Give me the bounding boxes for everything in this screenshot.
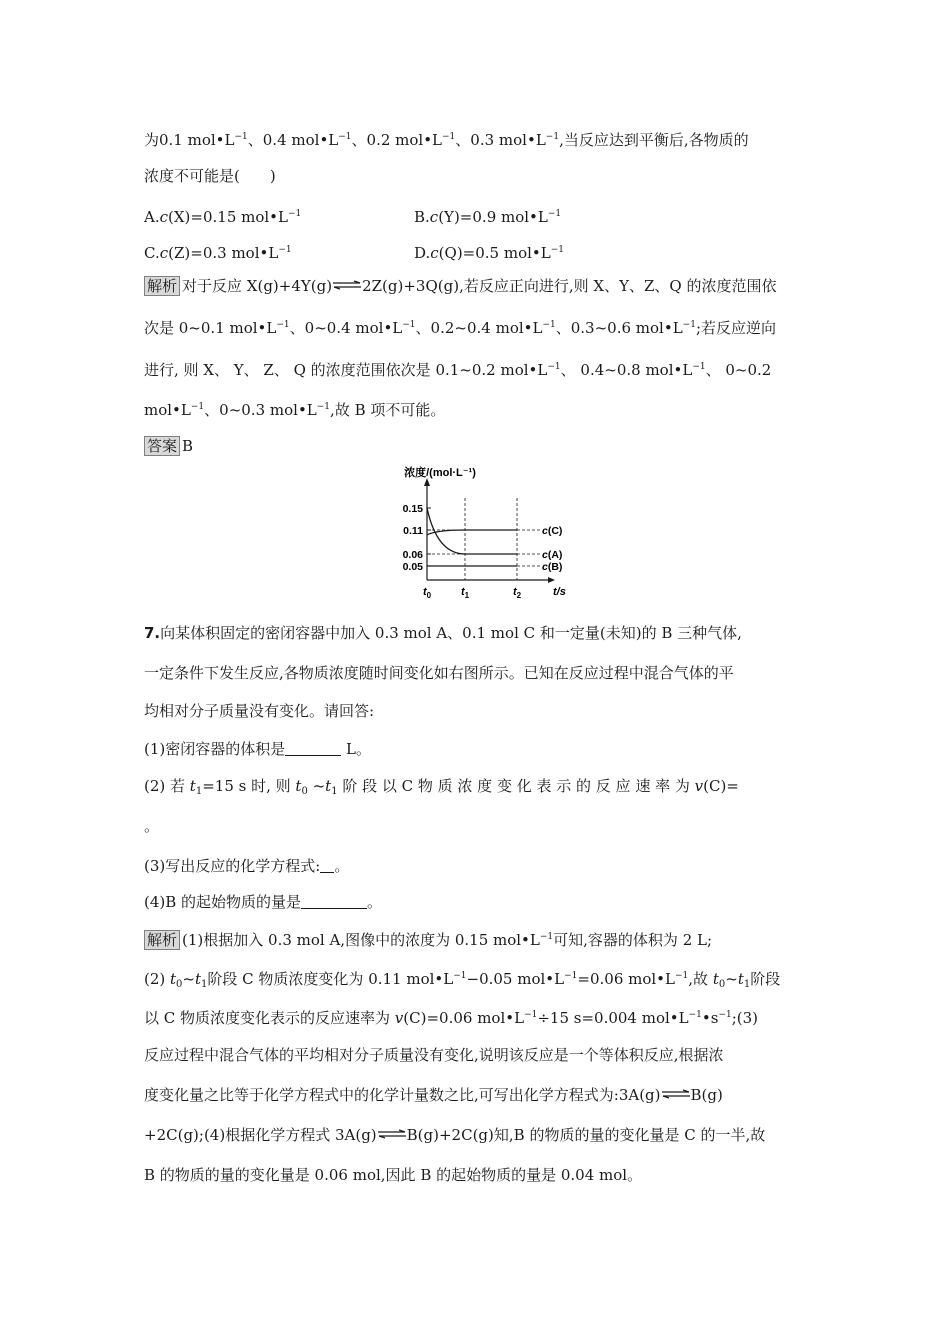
q7-analysis-line-1: 解析 (1)根据加入 0.3 mol A,图像中的浓度为 0.15 $mol•L^{-1}$可知,容器的体积为 2 L;	[144, 927, 812, 950]
answer-value: B	[182, 437, 194, 455]
series-label: c(A)	[542, 549, 563, 561]
x-tick-label: $t_0$	[422, 586, 432, 600]
x-axis-label: t/s	[553, 586, 566, 598]
q7-part-4: (4)B 的起始物质的量是 。	[144, 893, 383, 911]
q7-stem-line-2: 一定条件下发生反应,各物质浓度随时间变化如右图所示。已知在反应过程中混合气体的平	[144, 664, 734, 682]
series-line-c(C)	[427, 530, 517, 535]
answer-blank-4[interactable]	[301, 893, 367, 909]
question-stem-line-2: 浓度不可能是( )	[144, 167, 276, 185]
equilibrium-arrow-icon	[332, 281, 362, 289]
equilibrium-arrow-icon	[377, 1130, 407, 1138]
q7-analysis-line-3: 以 C 物质浓度变化表示的反应速率为 v(C)=0.06 $mol•L^{-1}\div 15$ s=0.004 $mol•L^{-1}•s^{-1};(3)$	[144, 1009, 759, 1027]
q6-answer	[144, 436, 812, 456]
answer-blank-1[interactable]	[285, 740, 341, 756]
option-c: C.c(Z)=0.3 $mol•L^{-1}$	[144, 244, 292, 262]
answer-tag: 答案	[144, 436, 180, 456]
q7-analysis-line-7: B 的物质的量的变化量是 0.06 mol,因此 B 的起始物质的量是 0.04 mol。	[144, 1166, 643, 1184]
y-tick-label: 0.05	[402, 561, 423, 573]
answer-blank-3[interactable]	[320, 857, 334, 873]
options-row-2	[144, 240, 812, 263]
y-tick-label: 0.06	[402, 549, 423, 561]
q7-part-3: (3)写出反应的化学方程式: 。	[144, 857, 350, 875]
analysis-tag: 解析	[144, 276, 180, 296]
question-stem-line-1: 为0.1 $mol•L^{-1}$、0.4 $mol•L^{-1}$、0.2 $mol•L^{-1}$、0.3 $mol•L^{-1}$,当反应达到平衡后,各物质的	[144, 131, 749, 149]
q7-analysis-line-6: +2C(g);(4)根据化学方程式 3A(g) B(g)+2C(g)知,B 的物质的量的变化量是 C 的一半,故	[144, 1126, 766, 1144]
y-tick-label: 0.15	[402, 503, 423, 515]
q7-part-2: (2) 若 $t_1=15$ s 时, 则 $t_0$ $\sim t_1$ 阶 段 以 C 物 质 浓 度 变 化 表 示 的 反 应 速 率 为 v(C)=	[144, 777, 739, 797]
concentration-time-chart	[360, 462, 566, 604]
option-a: A.c(X)=0.15 $mol•L^{-1}$	[144, 208, 302, 226]
equilibrium-arrow-icon	[661, 1090, 691, 1098]
series-label: c(B)	[542, 561, 563, 573]
series-label: c(C)	[542, 525, 563, 537]
q7-part-2-end: 。	[144, 817, 160, 835]
x-tick-label: $t_2$	[512, 586, 522, 600]
options-row-1	[144, 204, 812, 227]
analysis-tag: 解析	[144, 930, 180, 950]
q7-analysis-line-5: 度变化量之比等于化学方程式中的化学计量数之比,可写出化学方程式为:3A(g) B(g)	[144, 1086, 723, 1104]
question-number: 7.	[144, 624, 161, 642]
q6-analysis-line-1: 解析 对于反应 X(g)+4Y(g) 2Z(g)+3Q(g),若反应正向进行,则 X、Y、Z、Q 的浓度范围依	[144, 276, 812, 296]
q6-analysis-line-3: 进行, 则 X、 Y、 Z、 Q 的浓度范围依次是 0.1~0.2 $mol•L^{-1}$、 0.4~0.8 $mol•L^{-1}$、 0~0.2	[144, 361, 772, 379]
q7-analysis-line-4: 反应过程中混合气体的平均相对分子质量没有变化,说明该反应是一个等体积反应,根据浓	[144, 1046, 724, 1064]
q7-stem-line-3: 均相对分子质量没有变化。请回答:	[144, 702, 375, 720]
y-axis-label: 浓度/(mol·L⁻¹)	[404, 467, 476, 479]
q7-part-1: (1)密闭容器的体积是 L。	[144, 740, 371, 758]
y-axis-arrow-icon	[424, 478, 430, 486]
q6-analysis-line-4: $mol•L^{-1}$、0~0.3 $mol•L^{-1}$,故 B 项不可能。	[144, 401, 446, 419]
option-b: B.c(Y)=0.9 $mol•L^{-1}$	[414, 208, 562, 226]
q7-stem-line-1: 7.向某体积固定的密闭容器中加入 0.3 mol A、0.1 mol C 和一定量(未知)的 B 三种气体,	[144, 624, 742, 642]
option-d: D.c(Q)=0.5 $mol•L^{-1}$	[414, 244, 565, 262]
q6-analysis-line-2: 次是 0~0.1 $mol•L^{-1}$、0~0.4 $mol•L^{-1}$、0.2~0.4 $mol•L^{-1}$、0.3~0.6 $mol•L^{-1}$;若反应逆向	[144, 319, 777, 337]
y-tick-label: 0.11	[403, 525, 423, 537]
x-tick-label: $t_1$	[460, 586, 470, 600]
q7-analysis-line-2: (2) $t_0\sim t_1$阶段 C 物质浓度变化为 0.11 $mol•L^{-1}-0.05$ $mol•L^{-1}=0.06$ $mol•L^{-1}$,故 $t_0\sim t_1$阶段	[144, 970, 781, 990]
x-axis-arrow-icon	[548, 577, 555, 583]
